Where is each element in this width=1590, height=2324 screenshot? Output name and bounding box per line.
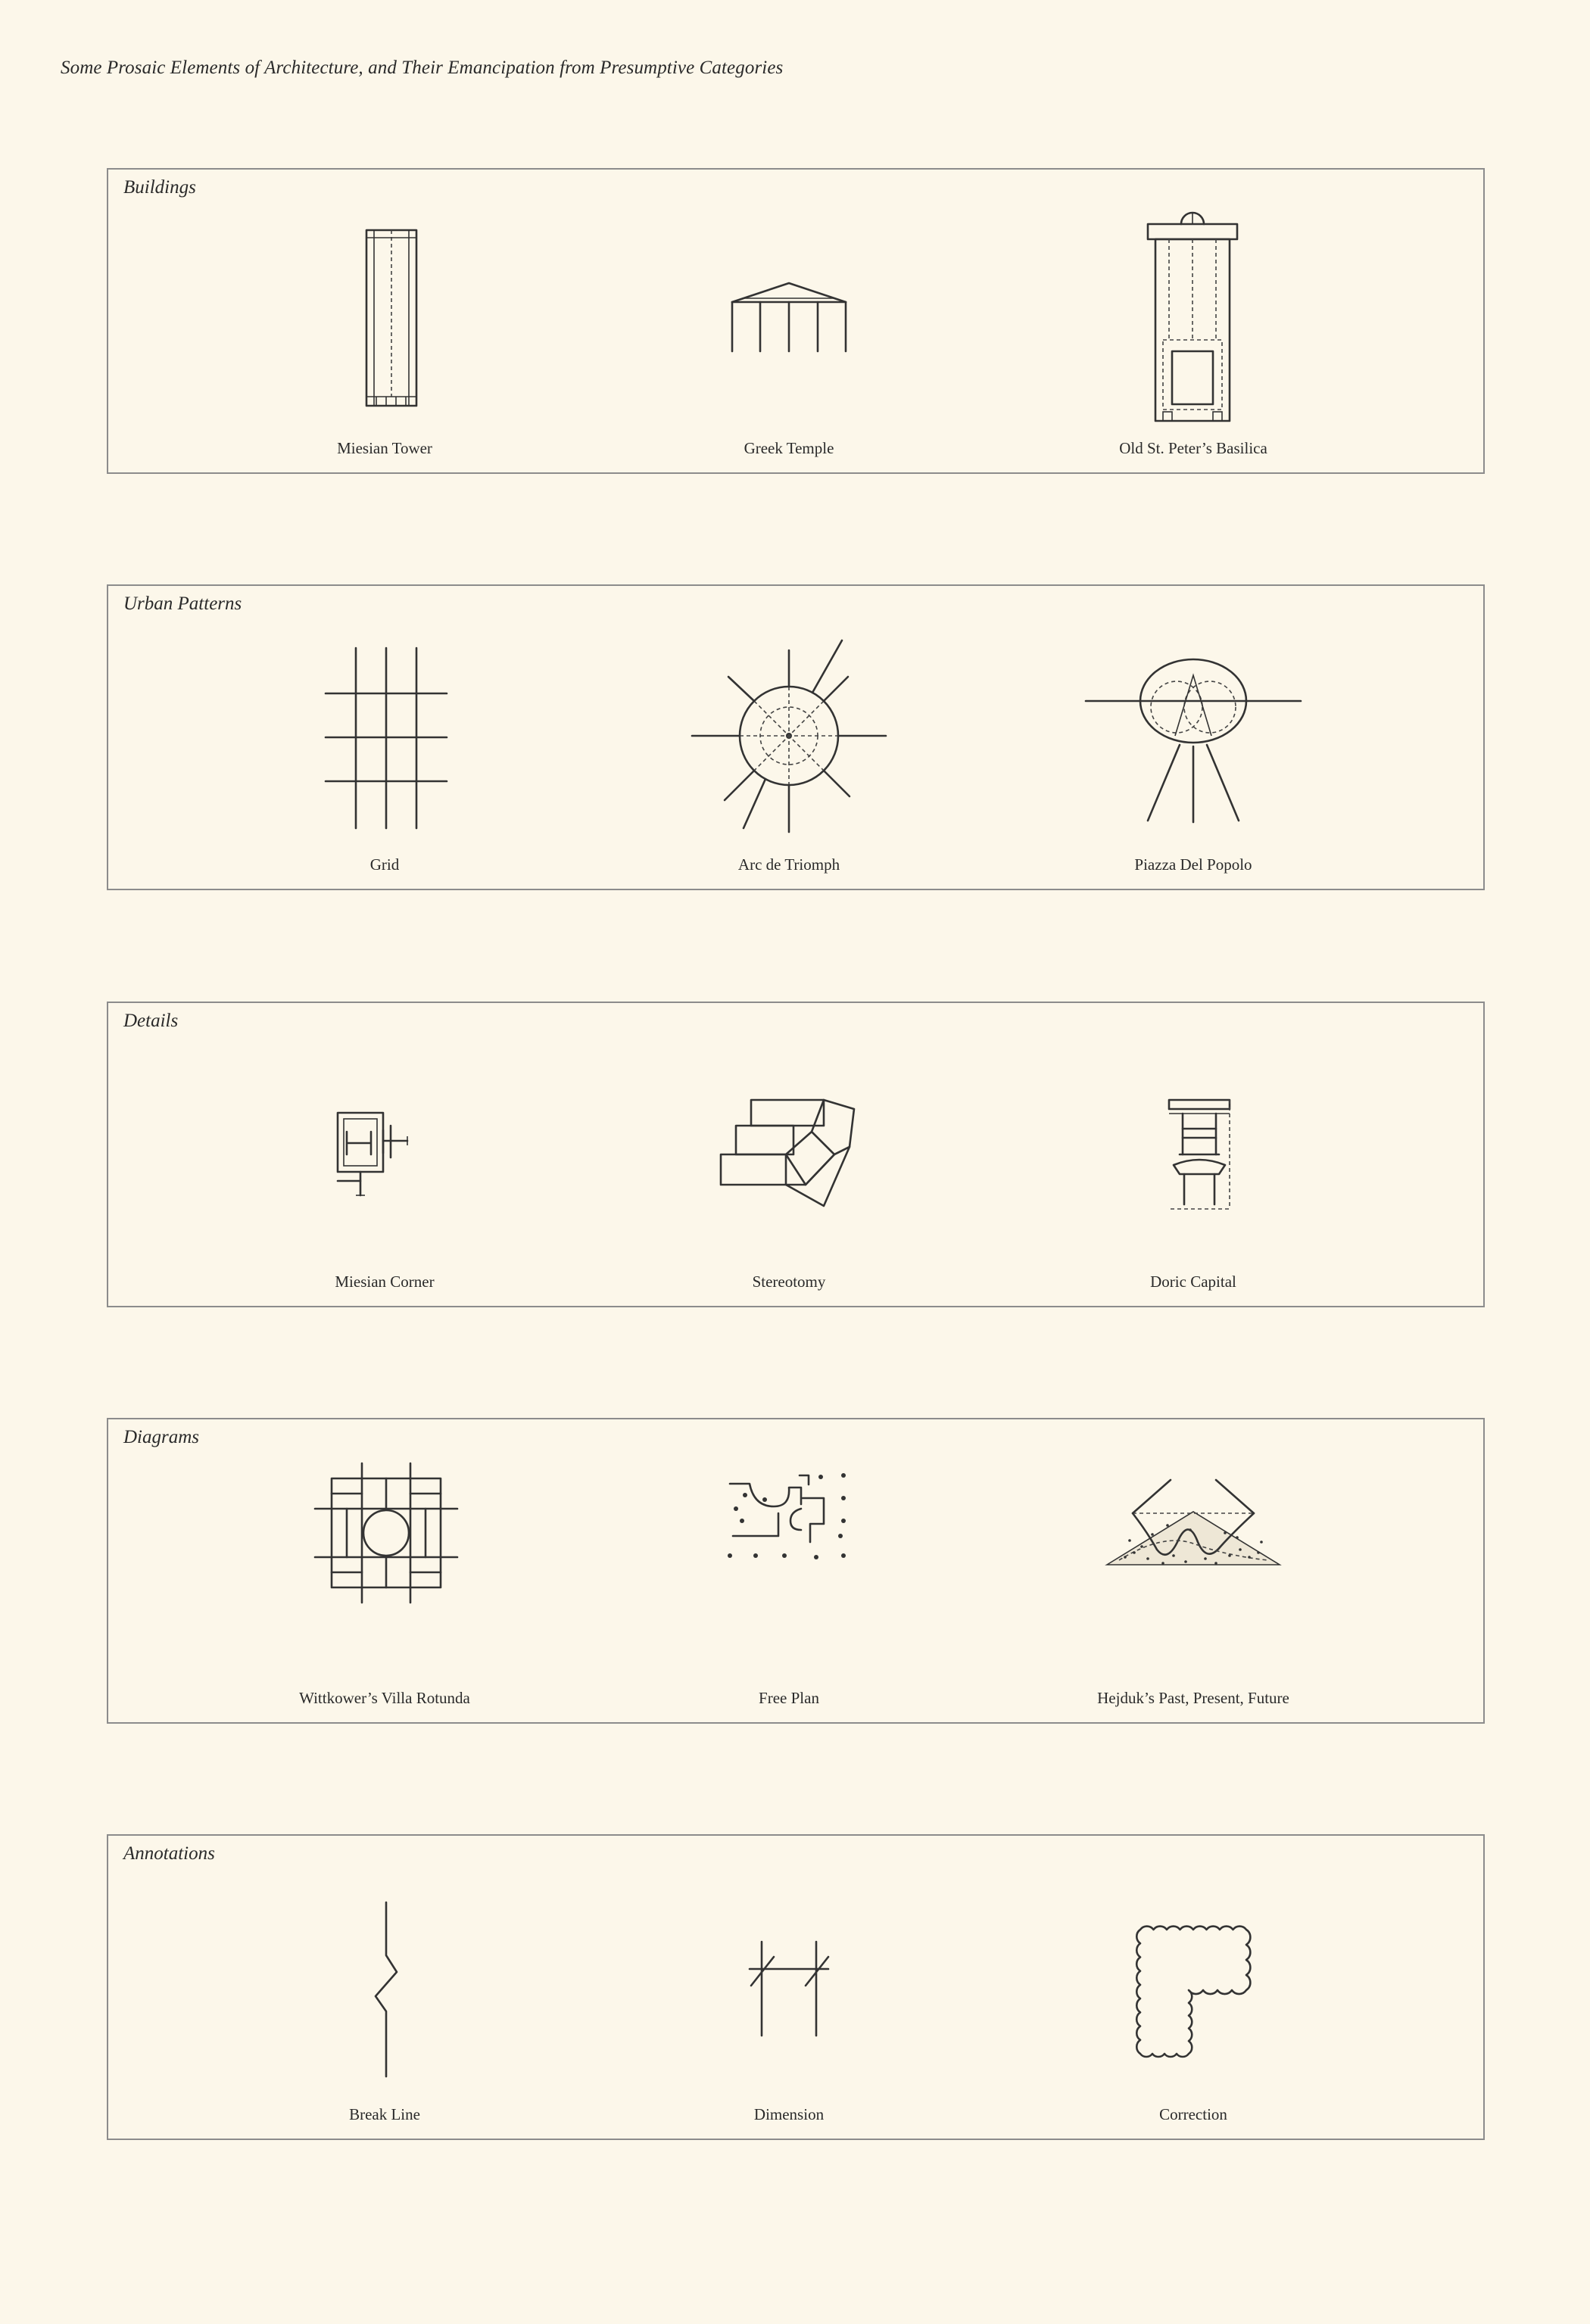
basilica-icon	[1034, 170, 1352, 435]
panel-urban-patterns	[107, 584, 1485, 890]
item-label: Old St. Peter’s Basilica	[1119, 439, 1267, 457]
grid-icon	[226, 586, 544, 851]
item-label: Grid	[369, 855, 400, 874]
page-title: Some Prosaic Elements of Architecture, and Their Emancipation from Presumptive Categories	[61, 58, 784, 78]
item-label: Free Plan	[759, 1689, 819, 1707]
item-break-line	[226, 1836, 544, 2142]
item-label: Miesian Tower	[337, 439, 432, 457]
panel-title: Diagrams	[123, 1427, 200, 1447]
panel-title: Urban Patterns	[123, 593, 242, 614]
item-label: Wittkower’s Villa Rotunda	[299, 1689, 470, 1707]
item-correction	[1034, 1836, 1352, 2142]
item-label: Hejduk’s Past, Present, Future	[1097, 1689, 1289, 1707]
item-piazza	[1034, 586, 1352, 892]
item-label: Arc de Triomph	[737, 855, 840, 874]
doric-capital-icon	[1034, 1003, 1352, 1268]
item-label: Doric Capital	[1150, 1273, 1236, 1291]
stereotomy-icon	[630, 1003, 948, 1268]
panel-details	[107, 1002, 1485, 1307]
miesian-corner-icon	[226, 1003, 544, 1268]
greek-temple-icon	[630, 170, 948, 435]
item-label: Break Line	[349, 2105, 420, 2123]
panel-title: Details	[123, 1011, 179, 1031]
free-plan-icon	[630, 1419, 948, 1684]
item-label: Dimension	[753, 2105, 825, 2123]
hejduk-icon	[1034, 1419, 1352, 1684]
item-label: Stereotomy	[752, 1273, 826, 1291]
villa-rotunda-icon	[226, 1419, 544, 1684]
dimension-icon	[630, 1836, 948, 2101]
item-stereotomy	[630, 1003, 948, 1309]
item-label: Miesian Corner	[335, 1273, 435, 1291]
item-doric-capital	[1034, 1003, 1352, 1309]
panel-title: Buildings	[123, 177, 196, 198]
item-miesian-corner	[226, 1003, 544, 1309]
item-label: Greek Temple	[744, 439, 834, 457]
correction-icon	[1034, 1836, 1352, 2101]
item-villa-rotunda	[226, 1419, 544, 1725]
item-basilica	[1034, 170, 1352, 475]
piazza-icon	[1034, 586, 1352, 851]
panel-diagrams	[107, 1418, 1485, 1724]
item-hejduk	[1034, 1419, 1352, 1725]
panel-title: Annotations	[123, 1843, 215, 1864]
item-miesian-tower	[226, 170, 544, 475]
item-grid	[226, 586, 544, 892]
break-line-icon	[226, 1836, 544, 2101]
item-dimension	[630, 1836, 948, 2142]
item-free-plan	[630, 1419, 948, 1725]
panel-annotations	[107, 1834, 1485, 2140]
item-greek-temple	[630, 170, 948, 475]
item-arc-de-triomph	[630, 586, 948, 892]
panel-buildings	[107, 168, 1485, 474]
arc-de-triomph-icon	[630, 586, 948, 851]
item-label: Correction	[1159, 2105, 1227, 2123]
item-label: Piazza Del Popolo	[1134, 855, 1252, 874]
miesian-tower-icon	[226, 170, 544, 435]
